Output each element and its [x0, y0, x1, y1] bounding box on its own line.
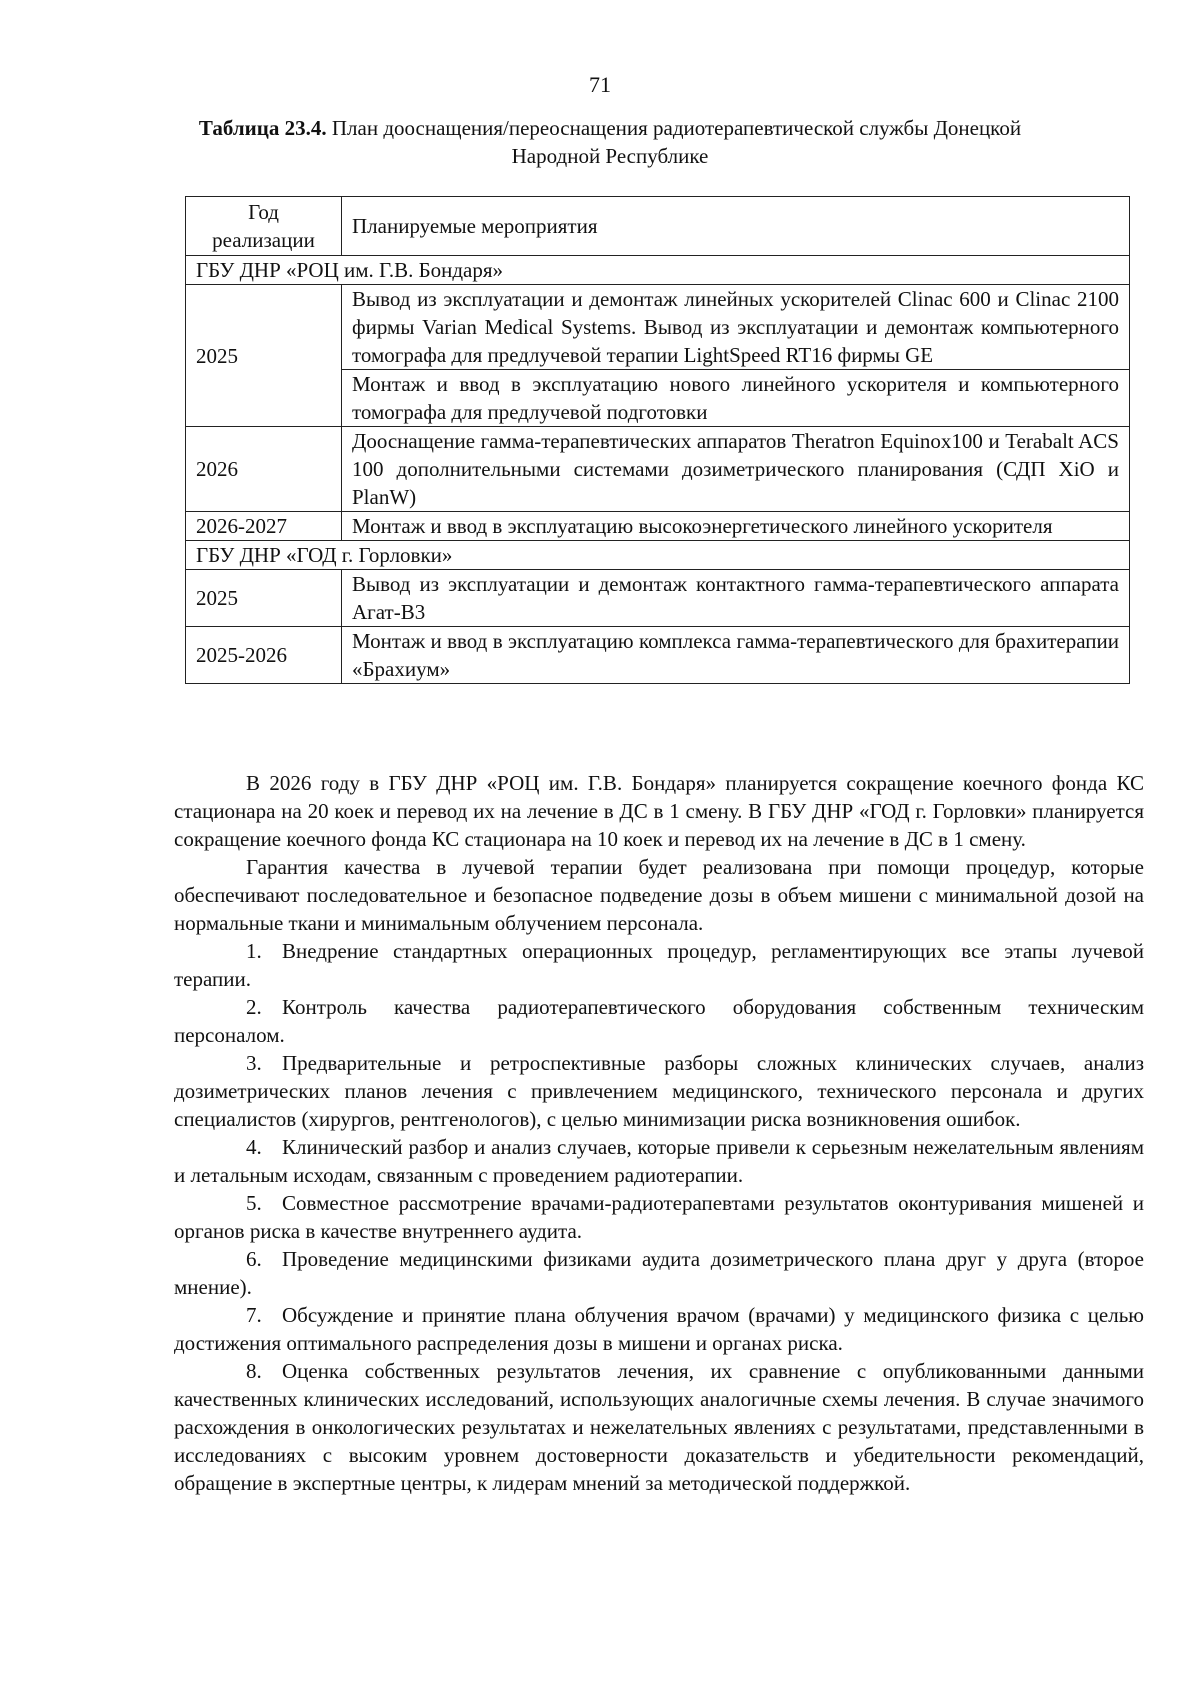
list-item — [174, 993, 1144, 1049]
list-item — [174, 1049, 1144, 1133]
table-caption-text: План дооснащения/переоснащения радиотерапевтической службы Донецкой Народной Республике — [331, 116, 1022, 168]
row-year: 2025 — [186, 285, 342, 427]
section-org-title: ГБУ ДНР «РОЦ им. Г.В. Бондаря» — [186, 256, 1130, 285]
row-year: 2025 — [186, 570, 342, 627]
list-item — [174, 1301, 1144, 1357]
list-item-number: 7. — [246, 1303, 262, 1327]
list-item-number: 8. — [246, 1359, 262, 1383]
page-number: 71 — [589, 72, 611, 97]
header-year: Год реализации — [186, 197, 342, 256]
row-year: 2026 — [186, 427, 342, 512]
table-row — [186, 512, 1130, 541]
list-item — [174, 937, 1144, 993]
table-header-row — [186, 197, 1130, 256]
list-item-number: 5. — [246, 1191, 262, 1215]
header-activity: Планируемые мероприятия — [342, 197, 1130, 256]
table-row — [186, 285, 1130, 370]
list-item-number: 1. — [246, 939, 262, 963]
table-section-row — [186, 256, 1130, 285]
table-row — [186, 427, 1130, 512]
table-caption — [170, 114, 1050, 170]
row-activity: Вывод из эксплуатации и демонтаж контактного гамма-терапевтического аппарата Агат-В3 — [342, 570, 1130, 627]
list-item — [174, 1357, 1144, 1497]
row-activity: Монтаж и ввод в эксплуатацию нового линейного ускорителя и компьютерного томографа для предлучевой подготовки — [342, 370, 1130, 427]
list-item-number: 2. — [246, 995, 262, 1019]
row-year: 2025-2026 — [186, 627, 342, 684]
list-item-text: Предварительные и ретроспективные разборы сложных клинических случаев, анализ дозиметрических планов лечения с привлечением медицинского, технического персонала и других специалистов (хирургов, рентгенологов), с целью минимизации риска возникновения ошибок. — [174, 1051, 1144, 1131]
list-item-number: 6. — [246, 1247, 262, 1271]
list-item-number: 3. — [246, 1051, 262, 1075]
list-item-text: Внедрение стандартных операционных процедур, регламентирующих все этапы лучевой терапии. — [174, 939, 1144, 991]
table-section-row — [186, 541, 1130, 570]
list-item-text: Оценка собственных результатов лечения, их сравнение с опубликованными данными качественных клинических исследований, использующих аналогичные схемы лечения. В случае значимого расхождения в онкологических результатах и нежелательных явлениях с результатами, представленными в исследованиях с высоким уровнем достоверности доказательств и убедительности рекомендаций, обращение в экспертные центры, к лидерам мнений за методической поддержкой. — [174, 1359, 1144, 1495]
paragraph: Гарантия качества в лучевой терапии будет реализована при помощи процедур, которые обеспечивают последовательное и безопасное подведение дозы в объем мишени с минимальной дозой на нормальные ткани и минимальным облучением персонала. — [174, 855, 1144, 935]
table-row — [186, 627, 1130, 684]
body-text — [174, 769, 1144, 1497]
table-row — [186, 570, 1130, 627]
section-org-title: ГБУ ДНР «ГОД г. Горловки» — [186, 541, 1130, 570]
table-caption-label: Таблица 23.4. — [198, 116, 327, 140]
list-item-text: Совместное рассмотрение врачами-радиотерапевтами результатов оконтуривания мишеней и органов риска в качестве внутреннего аудита. — [174, 1191, 1144, 1243]
row-activity: Дооснащение гамма-терапевтических аппаратов Theratron Equinox100 и Terabalt ACS 100 дополнительными системами дозиметрического планирования (СДП XiO и PlanW) — [342, 427, 1130, 512]
list-item — [174, 1189, 1144, 1245]
row-activity: Вывод из эксплуатации и демонтаж линейных ускорителей Clinac 600 и Clinac 2100 фирмы Varian Medical Systems. Вывод из эксплуатации и демонтаж компьютерного томографа для предлучевой терапии LightSpeed RT16 фирмы GE — [342, 285, 1130, 370]
list-item — [174, 1245, 1144, 1301]
list-item-text: Клинический разбор и анализ случаев, которые привели к серьезным нежелательным явлениям и летальным исходам, связанным с проведением радиотерапии. — [174, 1135, 1144, 1187]
row-activity: Монтаж и ввод в эксплуатацию комплекса гамма-терапевтического для брахитерапии «Брахиум» — [342, 627, 1130, 684]
row-activity: Монтаж и ввод в эксплуатацию высокоэнергетического линейного ускорителя — [342, 512, 1130, 541]
equipment-plan-table — [185, 196, 1130, 684]
list-item — [174, 1133, 1144, 1189]
list-item-text: Обсуждение и принятие плана облучения врачом (врачами) у медицинского физика с целью достижения оптимального распределения дозы в мишени и органах риска. — [174, 1303, 1144, 1355]
row-year: 2026-2027 — [186, 512, 342, 541]
paragraph: В 2026 году в ГБУ ДНР «РОЦ им. Г.В. Бондаря» планируется сокращение коечного фонда КС стационара на 20 коек и перевод их на лечение в ДС в 1 смену. В ГБУ ДНР «ГОД г. Горловки» планируется сокращение коечного фонда КС стационара на 10 коек и перевод их на лечение в ДС в 1 смену. — [174, 771, 1144, 851]
list-item-number: 4. — [246, 1135, 262, 1159]
list-item-text: Проведение медицинскими физиками аудита дозиметрического плана друг у друга (второе мнение). — [174, 1247, 1144, 1299]
list-item-text: Контроль качества радиотерапевтического оборудования собственным техническим персоналом. — [174, 995, 1144, 1047]
